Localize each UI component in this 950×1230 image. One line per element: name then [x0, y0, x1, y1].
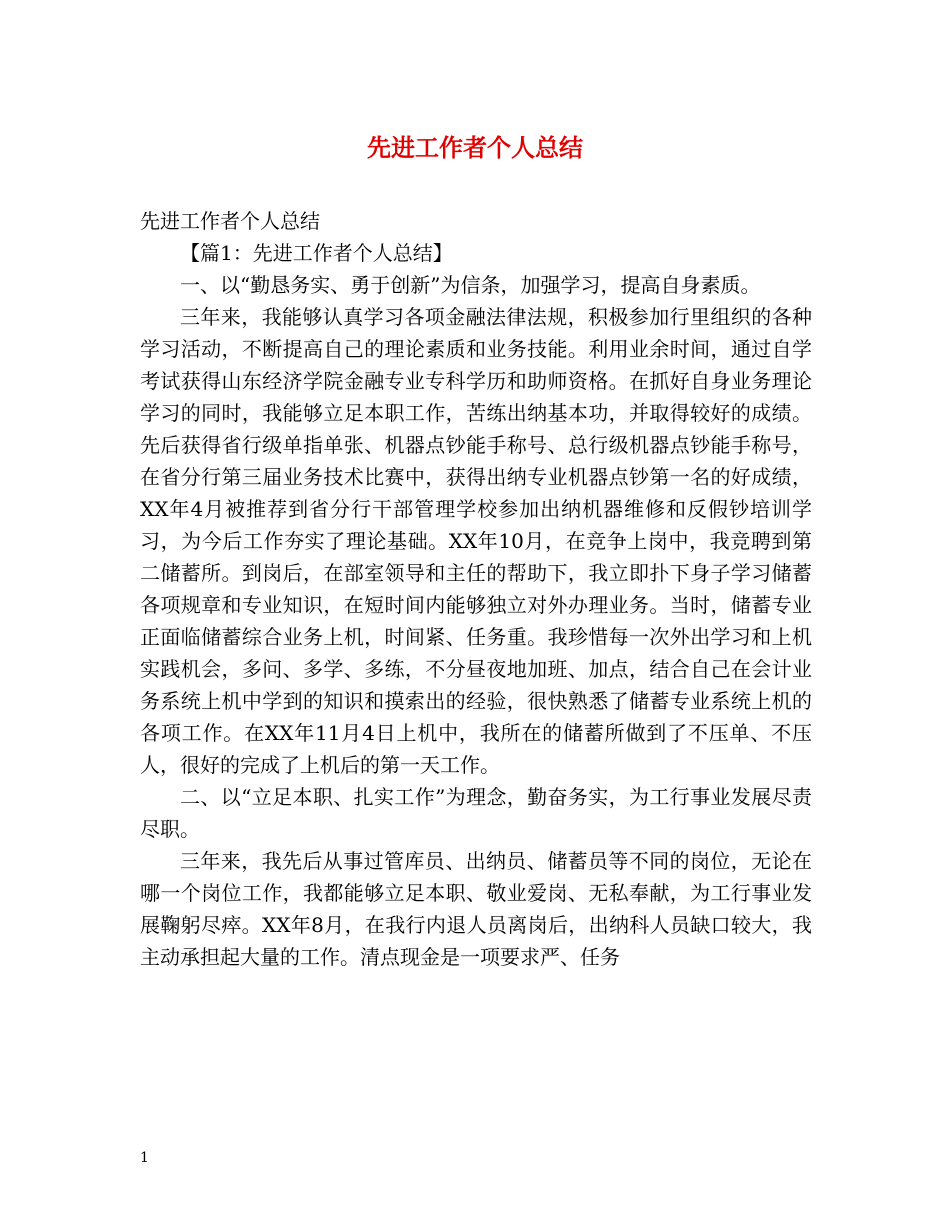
section-heading: 【篇1：先进工作者个人总结】 — [180, 241, 453, 265]
document-title: 先进工作者个人总结 — [367, 133, 583, 162]
page-number: 1 — [140, 1150, 149, 1166]
body-paragraph: 三年来，我先后从事过管库员、出纳员、储蓄员等不同的岗位，无论在哪一个岗位工作，我都能够立足本职、敬业爱岗、无私奉献，为工行事业发展鞠躬尽瘁。XX年8月，在我行内退人员离岗后，出纳科人员缺口较大，我主动承担起大量的工作。清点现金是一项要求严、任务 — [140, 849, 812, 969]
heading-paragraph: 先进工作者个人总结 — [140, 209, 320, 233]
body-paragraph: 二、以“立足本职、扎实工作”为理念，勤奋务实，为工行事业发展尽责尽职。 — [140, 785, 812, 841]
body-paragraph: 一、以“勤恳务实、勇于创新”为信条，加强学习，提高自身素质。 — [180, 273, 761, 297]
document-body — [140, 205, 812, 973]
body-paragraph: 三年来，我能够认真学习各项金融法律法规，积极参加行里组织的各种学习活动，不断提高自己的理论素质和业务技能。利用业余时间，通过自学考试获得山东经济学院金融专业专科学历和助师资格。在抓好自身业务理论学习的同时，我能够立足本职工作，苦练出纳基本功，并取得较好的成绩。先后获得省行级单指单张、机器点钞能手称号、总行级机器点钞能手称号，在省分行第三届业务技术比赛中，获得出纳专业机器点钞第一名的好成绩，XX年4月被推荐到省分行干部管理学校参加出纳机器维修和反假钞培训学习，为今后工作夯实了理论基础。XX年10月，在竞争上岗中，我竞聘到第二储蓄所。到岗后，在部室领导和主任的帮助下，我立即扑下身子学习储蓄各项规章和专业知识，在短时间内能够独立对外办理业务。当时，储蓄专业正面临储蓄综合业务上机，时间紧、任务重。我珍惜每一次外出学习和上机实践机会，多问、多学、多练，不分昼夜地加班、加点，结合自己在会计业务系统上机中学到的知识和摸索出的经验，很快熟悉了储蓄专业系统上机的各项工作。在XX年11月4日上机中，我所在的储蓄所做到了不压单、不压人，很好的完成了上机后的第一天工作。 — [140, 305, 812, 777]
